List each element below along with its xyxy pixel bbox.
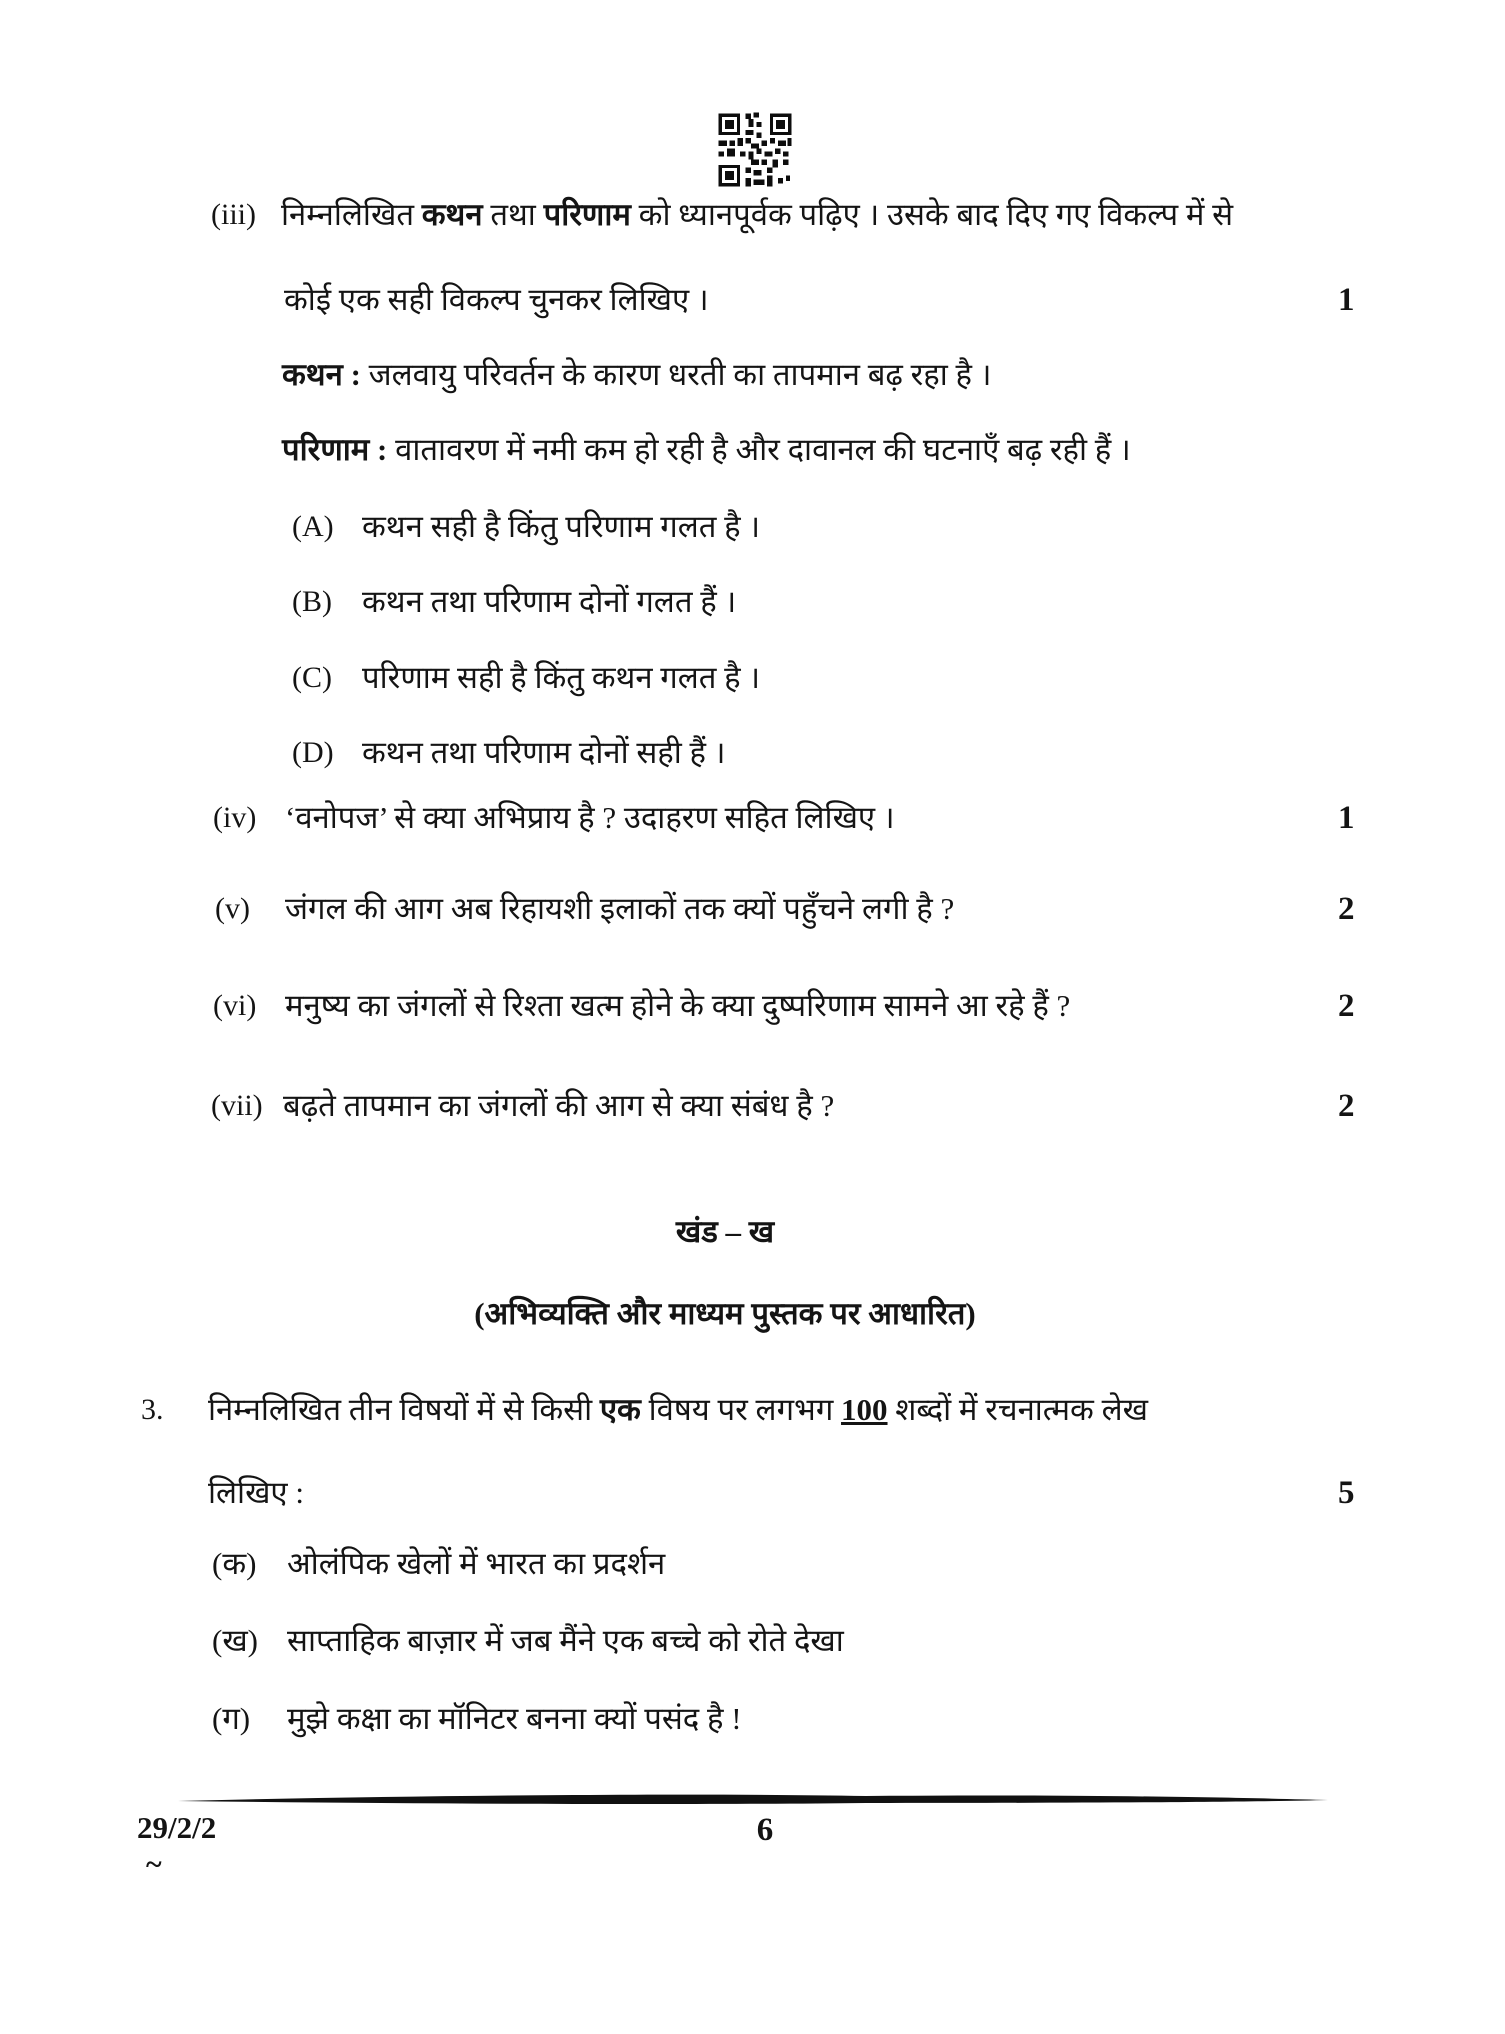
statement-body: जलवायु परिवर्तन के कारण धरती का तापमान बढ़ रहा है । <box>368 357 992 392</box>
text-segment: निम्नलिखित तीन विषयों में से किसी <box>208 1392 600 1427</box>
question-number: (vii) <box>211 1089 263 1122</box>
marks-value: 2 <box>1338 988 1355 1024</box>
question-text: लिखिए : <box>208 1475 304 1510</box>
question-number: 3. <box>141 1393 164 1426</box>
option-text: कथन तथा परिणाम दोनों गलत हैं । <box>362 584 737 619</box>
question-text: जंगल की आग अब रिहायशी इलाकों तक क्यों पहुँचने लगी है ? <box>285 891 955 926</box>
option-label: (D) <box>292 736 334 769</box>
question-number: (vi) <box>213 989 257 1022</box>
marks-value: 2 <box>1338 1088 1355 1124</box>
topic-row-ga <box>0 1700 1505 1760</box>
question-text: ‘वनोपज’ से क्या अभिप्राय है ? उदाहरण सहित लिखिए । <box>285 800 895 835</box>
statement-line <box>0 356 1505 416</box>
word-limit: 100 <box>841 1392 888 1427</box>
question-vi <box>0 987 1505 1047</box>
qr-code-graphic <box>716 111 794 189</box>
option-row-d <box>0 734 1505 794</box>
question-number: (iii) <box>211 198 256 231</box>
text-segment: तथा <box>482 197 544 232</box>
footer-divider-line <box>176 1792 1331 1813</box>
topic-label: (ख) <box>212 1623 259 1658</box>
stray-tilde-mark: ~ <box>146 1848 162 1881</box>
question-3-line1 <box>0 1391 1505 1451</box>
question-text <box>281 196 1233 235</box>
topic-label: (क) <box>212 1546 257 1581</box>
topic-row-ka <box>0 1545 1505 1605</box>
topic-label: (ग) <box>212 1701 251 1736</box>
option-text: परिणाम सही है किंतु कथन गलत है । <box>362 660 761 695</box>
bold-ek: एक <box>599 1392 641 1427</box>
question-v <box>0 890 1505 950</box>
marks-value: 1 <box>1338 800 1355 836</box>
question-number: (v) <box>215 892 250 925</box>
bold-kathan: कथन <box>421 197 483 232</box>
marks-value: 2 <box>1338 891 1355 927</box>
option-text: कथन तथा परिणाम दोनों सही हैं । <box>362 735 726 770</box>
topic-text: साप्ताहिक बाज़ार में जब मैंने एक बच्चे को रोते देखा <box>287 1623 844 1658</box>
topic-text: ओलंपिक खेलों में भारत का प्रदर्शन <box>287 1546 666 1581</box>
statement-label: कथन : <box>282 357 361 392</box>
option-row-b <box>0 583 1505 643</box>
paper-code: 29/2/2 <box>137 1810 217 1845</box>
question-iv <box>0 799 1505 859</box>
text-segment: निम्नलिखित <box>281 197 422 232</box>
question-iii-line2 <box>0 281 1505 341</box>
option-label: (A) <box>292 510 334 543</box>
question-text: बढ़ते तापमान का जंगलों की आग से क्या संबंध है ? <box>283 1088 835 1123</box>
option-label: (C) <box>292 661 332 694</box>
result-text <box>282 431 1131 470</box>
result-label: परिणाम : <box>282 432 388 467</box>
topic-text: मुझे कक्षा का मॉनिटर बनना क्यों पसंद है ! <box>287 1701 742 1736</box>
text-segment: को ध्यानपूर्वक पढ़िए । उसके बाद दिए गए विकल्प में से <box>630 197 1234 232</box>
result-line <box>0 431 1505 491</box>
option-row-c <box>0 659 1505 719</box>
question-number: (iv) <box>213 801 257 834</box>
question-iii-line1 <box>0 196 1505 256</box>
page-number: 6 <box>756 1812 774 1848</box>
section-heading: खंड – ख <box>675 1214 775 1249</box>
option-row-a <box>0 508 1505 568</box>
marks-value: 1 <box>1338 282 1355 318</box>
section-subheading: (अभिव्यक्ति और माध्यम पुस्तक पर आधारित) <box>474 1296 976 1331</box>
question-vii <box>0 1087 1505 1147</box>
text-segment: शब्दों में रचनात्मक लेख <box>887 1392 1148 1427</box>
question-text: कोई एक सही विकल्प चुनकर लिखिए । <box>284 282 709 317</box>
result-body: वातावरण में नमी कम हो रही है और दावानल की घटनाएँ बढ़ रही हैं । <box>395 432 1131 467</box>
question-text: मनुष्य का जंगलों से रिश्ता खत्म होने के क्या दुष्परिणाम सामने आ रहे हैं ? <box>285 988 1071 1023</box>
text-segment: विषय पर लगभग <box>640 1392 842 1427</box>
option-label: (B) <box>292 585 332 618</box>
question-3-line2 <box>0 1474 1505 1534</box>
bold-parinam: परिणाम <box>543 197 631 232</box>
option-text: कथन सही है किंतु परिणाम गलत है । <box>362 509 761 544</box>
qr-code-icon <box>716 111 794 189</box>
marks-value: 5 <box>1338 1475 1355 1511</box>
statement-text <box>282 356 991 395</box>
topic-row-kha <box>0 1622 1505 1682</box>
question-text <box>208 1391 1148 1430</box>
